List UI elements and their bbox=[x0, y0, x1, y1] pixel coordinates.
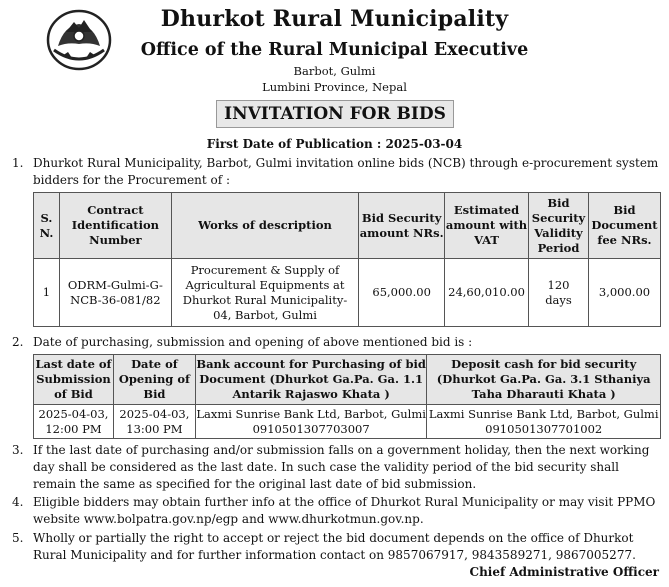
signature-title: Chief Administrative Officer bbox=[469, 565, 659, 579]
bid-schedule-table bbox=[33, 354, 661, 439]
table-header: Date of Opening of Bid bbox=[113, 355, 195, 405]
item-number: 3. bbox=[12, 443, 24, 457]
table-cell: 24,60,010.00 bbox=[445, 259, 529, 327]
table-cell: Procurement & Supply of Agricultural Equipments at Dhurkot Rural Municipality-04, Barbot, Gulmi bbox=[171, 259, 358, 327]
table-row bbox=[34, 259, 661, 327]
item-text: Wholly or partially the right to accept or reject the bid document depends on the office of Dhurkot Rural Municipality and for further information contact on 9857067917, 9843589271, 9867005277. bbox=[33, 531, 636, 562]
item-number: 2. bbox=[12, 335, 24, 349]
table-cell: 120 days bbox=[529, 259, 589, 327]
item-number: 1. bbox=[12, 156, 24, 170]
item-number: 5. bbox=[12, 531, 24, 545]
table-header: Bid Document fee NRs. bbox=[588, 193, 660, 259]
table-row bbox=[34, 405, 661, 439]
table-cell: Laxmi Sunrise Bank Ltd, Barbot, Gulmi 0910501307703007 bbox=[195, 405, 427, 439]
table-header: S. N. bbox=[34, 193, 60, 259]
table-header: Deposit cash for bid security (Dhurkot Ga.Pa. Ga. 3.1 Sthaniya Taha Dharauti Khata ) bbox=[427, 355, 661, 405]
table-header: Contract Identification Number bbox=[59, 193, 171, 259]
table-header: Bid Security Validity Period bbox=[529, 193, 589, 259]
item-number: 4. bbox=[12, 495, 24, 509]
item-text: If the last date of purchasing and/or submission falls on a government holiday, then the next working day shall be considered as the last date. In such case the validity period of the bid security shall remain the same as specified for the original last date of bid submission. bbox=[33, 443, 650, 491]
item-text: Eligible bidders may obtain further info at the office of Dhurkot Rural Municipality or may visit PPMO website www.bolpatra.gov.np/egp and www.dhurkotmun.gov.np. bbox=[33, 495, 656, 526]
address-line-2: Lumbini Province, Nepal bbox=[262, 80, 407, 94]
table-header: Bid Security amount NRs. bbox=[359, 193, 445, 259]
table-cell: 2025-04-03, 12:00 PM bbox=[34, 405, 114, 439]
table-header: Works of description bbox=[171, 193, 358, 259]
notice-banner: INVITATION FOR BIDS bbox=[216, 100, 454, 128]
table-cell: 1 bbox=[34, 259, 60, 327]
table-cell: Laxmi Sunrise Bank Ltd, Barbot, Gulmi 0910501307701002 bbox=[427, 405, 661, 439]
item-text: Dhurkot Rural Municipality, Barbot, Gulmi invitation online bids (NCB) through e-procurement system bidders for the Procurement of : bbox=[33, 156, 659, 187]
office-subtitle: Office of the Rural Municipal Executive bbox=[140, 40, 529, 60]
table-header: Bank account for Purchasing of bid Document (Dhurkot Ga.Pa. Ga. 1.1 Antarik Rajaswo Khata ) bbox=[195, 355, 427, 405]
bid-details-table bbox=[33, 192, 661, 327]
office-title: Dhurkot Rural Municipality bbox=[160, 6, 509, 32]
table-cell: 65,000.00 bbox=[359, 259, 445, 327]
table-header: Last date of Submission of Bid bbox=[34, 355, 114, 405]
table-cell: 2025-04-03, 13:00 PM bbox=[113, 405, 195, 439]
address-line-1: Barbot, Gulmi bbox=[293, 64, 376, 78]
table-header: Estimated amount with VAT bbox=[445, 193, 529, 259]
table-cell: 3,000.00 bbox=[588, 259, 660, 327]
table-cell: ODRM-Gulmi-G-NCB-36-081/82 bbox=[59, 259, 171, 327]
publication-date: First Date of Publication : 2025-03-04 bbox=[206, 137, 463, 151]
item-text: Date of purchasing, submission and opening of above mentioned bid is : bbox=[33, 335, 473, 349]
